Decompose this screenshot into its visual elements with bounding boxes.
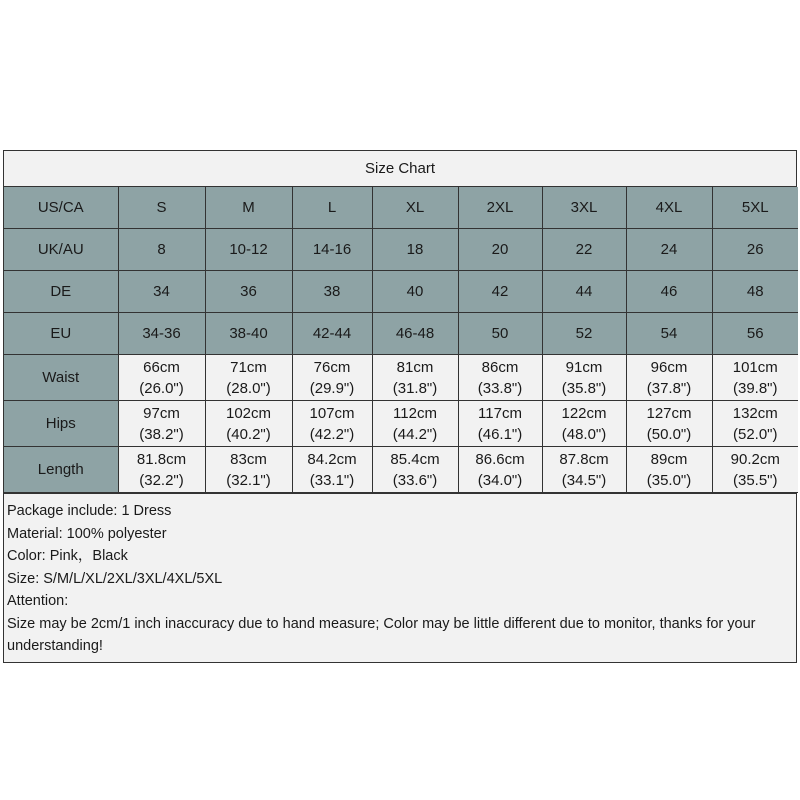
inch-value: (42.2") — [309, 425, 355, 443]
table-cell: 2XL — [458, 187, 542, 229]
table-cell: 14-16 — [292, 229, 372, 271]
disclaimer-note: Size may be 2cm/1 inch inaccuracy due to hand measure; Color may be little different due to monitor, thanks for your understanding! — [7, 615, 756, 654]
package-note: Package include: 1 Dress — [7, 503, 172, 519]
table-cell: 38-40 — [205, 313, 292, 355]
inch-value: (50.0") — [646, 425, 692, 443]
inch-value: (35.5") — [732, 471, 778, 489]
table-row — [4, 271, 798, 313]
measure-cell — [118, 355, 205, 401]
measure-cell — [626, 355, 712, 401]
cm-value: 86cm — [481, 358, 519, 376]
table-cell: 48 — [712, 271, 798, 313]
color-note: Color: Pink，Black — [7, 548, 128, 564]
cm-value: 102cm — [225, 404, 272, 422]
table-cell: 22 — [542, 229, 626, 271]
inch-value: (39.8") — [732, 379, 778, 397]
inch-value: (26.0") — [139, 379, 184, 397]
table-cell: 36 — [205, 271, 292, 313]
cm-value: 66cm — [143, 358, 180, 376]
cm-value: 83cm — [230, 450, 267, 468]
cm-value: 117cm — [478, 404, 522, 422]
table-row — [4, 313, 798, 355]
measure-cell — [458, 401, 542, 447]
table-cell: 38 — [292, 271, 372, 313]
table-cell: 34-36 — [118, 313, 205, 355]
cm-value: 97cm — [143, 404, 180, 422]
measure-cell — [458, 447, 542, 493]
table-cell: 34 — [118, 271, 205, 313]
material-note: Material: 100% polyester — [7, 525, 167, 542]
row-label: DE — [4, 271, 118, 313]
measure-cell — [542, 401, 626, 447]
inch-value: (33.6") — [392, 471, 438, 489]
table-row — [4, 447, 798, 493]
cm-value: 87.8cm — [559, 450, 609, 468]
inch-value: (37.8") — [646, 379, 692, 397]
table-cell: 52 — [542, 313, 626, 355]
measure-cell — [712, 447, 798, 493]
inch-value: (35.8") — [561, 379, 607, 397]
inch-value: (40.2") — [226, 425, 271, 443]
table-cell: 54 — [626, 313, 712, 355]
inch-value: (32.2") — [139, 471, 184, 489]
measure-cell — [205, 401, 292, 447]
inch-value: (34.0") — [477, 471, 523, 489]
measure-cell — [292, 355, 372, 401]
table-cell: 4XL — [626, 187, 712, 229]
measure-cell — [712, 355, 798, 401]
size-chart — [3, 150, 797, 663]
cm-value: 96cm — [650, 358, 688, 376]
table-cell: 24 — [626, 229, 712, 271]
row-label: Waist — [4, 355, 118, 401]
inch-value: (44.2") — [392, 425, 438, 443]
table-cell: 10-12 — [205, 229, 292, 271]
table-cell: S — [118, 187, 205, 229]
table-cell: 56 — [712, 313, 798, 355]
measure-cell — [458, 355, 542, 401]
measure-cell — [372, 447, 458, 493]
table-cell: XL — [372, 187, 458, 229]
inch-value: (46.1") — [477, 425, 523, 443]
measure-cell — [118, 447, 205, 493]
measure-cell — [205, 447, 292, 493]
inch-value: (52.0") — [732, 425, 778, 443]
size-table — [4, 187, 798, 493]
measure-cell — [542, 355, 626, 401]
table-cell: L — [292, 187, 372, 229]
table-cell: M — [205, 187, 292, 229]
table-row — [4, 355, 798, 401]
table-cell: 26 — [712, 229, 798, 271]
table-cell: 3XL — [542, 187, 626, 229]
measure-cell — [542, 447, 626, 493]
row-label: US/CA — [4, 187, 118, 229]
table-cell: 42 — [458, 271, 542, 313]
cm-value: 107cm — [309, 404, 355, 422]
table-cell: 40 — [372, 271, 458, 313]
row-label: Hips — [4, 401, 118, 447]
table-cell: 46 — [626, 271, 712, 313]
table-cell: 5XL — [712, 187, 798, 229]
inch-value: (32.1") — [226, 471, 271, 489]
row-label: UK/AU — [4, 229, 118, 271]
table-cell: 8 — [118, 229, 205, 271]
table-cell: 18 — [372, 229, 458, 271]
measure-cell — [372, 355, 458, 401]
inch-value: (38.2") — [139, 425, 184, 443]
table-cell: 50 — [458, 313, 542, 355]
cm-value: 112cm — [393, 404, 437, 422]
table-row — [4, 187, 798, 229]
cm-value: 84.2cm — [307, 450, 357, 468]
measure-cell — [292, 447, 372, 493]
cm-value: 101cm — [732, 358, 778, 376]
cm-value: 122cm — [561, 404, 607, 422]
row-label: EU — [4, 313, 118, 355]
chart-title: Size Chart — [4, 151, 796, 187]
attention-note: Attention: — [7, 593, 69, 609]
inch-value: (29.9") — [309, 379, 355, 397]
cm-value: 85.4cm — [390, 450, 440, 468]
cm-value: 76cm — [313, 358, 351, 376]
measure-cell — [626, 447, 712, 493]
measure-cell — [292, 401, 372, 447]
cm-value: 91cm — [565, 358, 603, 376]
table-cell: 20 — [458, 229, 542, 271]
inch-value: (34.5") — [561, 471, 607, 489]
product-notes — [4, 493, 796, 662]
inch-value: (31.8") — [392, 379, 438, 397]
measure-cell — [626, 401, 712, 447]
cm-value: 81.8cm — [136, 450, 187, 468]
inch-value: (48.0") — [561, 425, 607, 443]
measure-cell — [372, 401, 458, 447]
inch-value: (33.8") — [477, 379, 523, 397]
cm-value: 86.6cm — [475, 450, 525, 468]
cm-value: 90.2cm — [730, 450, 780, 468]
table-row — [4, 229, 798, 271]
cm-value: 132cm — [732, 404, 778, 422]
inch-value: (28.0") — [226, 379, 271, 397]
cm-value: 89cm — [650, 450, 688, 468]
size-note: Size: S/M/L/XL/2XL/3XL/4XL/5XL — [7, 570, 223, 587]
cm-value: 71cm — [230, 358, 267, 376]
inch-value: (33.1") — [309, 471, 355, 489]
table-row — [4, 401, 798, 447]
table-cell: 46-48 — [372, 313, 458, 355]
row-label: Length — [4, 447, 118, 493]
table-cell: 44 — [542, 271, 626, 313]
measure-cell — [712, 401, 798, 447]
table-cell: 42-44 — [292, 313, 372, 355]
measure-cell — [118, 401, 205, 447]
cm-value: 81cm — [396, 358, 434, 376]
cm-value: 127cm — [646, 404, 692, 422]
measure-cell — [205, 355, 292, 401]
inch-value: (35.0") — [646, 471, 692, 489]
